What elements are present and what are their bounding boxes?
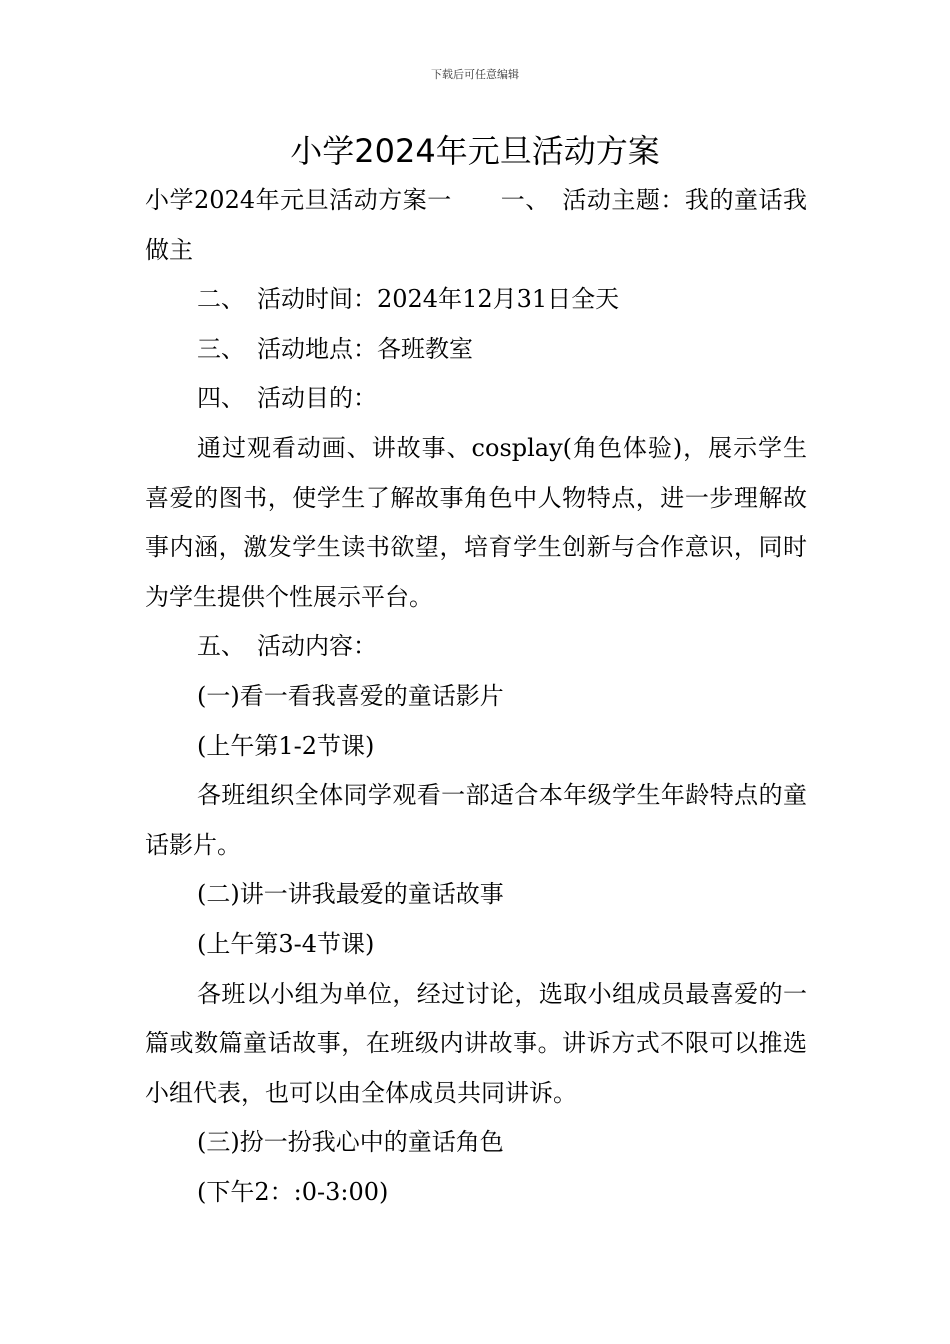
paragraph-purpose-heading: 四、 活动目的： (197, 384, 377, 413)
paragraph-location: 三、 活动地点：各班教室 (197, 334, 473, 363)
document-title: 小学2024年元旦活动方案 (290, 132, 660, 170)
paragraph-part-3-heading: (三)扮一扮我心中的童话角色 (197, 1128, 504, 1157)
paragraph-part-1-heading: (一)看一看我喜爱的童话影片 (197, 681, 504, 710)
paragraph-part-2-time: (上午第3-4节课) (197, 929, 375, 958)
document-body (145, 176, 807, 1217)
paragraph-purpose: 通过观看动画、讲故事、cosplay(角色体验)，展示学生喜爱的图书，使学生了解故事角色中人物特点，进一步理解故事内涵，激发学生读书欲望，培育学生创新与合作意识，同时为学生提供个性展示平台。 (145, 433, 807, 611)
page-header-note: 下载后可任意编辑 (431, 68, 519, 81)
paragraph-part-1-body: 各班组织全体同学观看一部适合本年级学生年龄特点的童话影片。 (145, 781, 807, 859)
paragraph-theme: 小学2024年元旦活动方案一 一、 活动主题：我的童话我做主 (145, 186, 807, 264)
paragraph-part-3-time: (下午2：:0-3:00) (197, 1177, 389, 1206)
paragraph-part-1-time: (上午第1-2节课) (197, 731, 375, 760)
paragraph-part-2-body: 各班以小组为单位，经过讨论，选取小组成员最喜爱的一篇或数篇童话故事，在班级内讲故事。讲诉方式不限可以推选小组代表，也可以由全体成员共同讲诉。 (145, 979, 807, 1107)
paragraph-content-heading: 五、 活动内容： (197, 632, 377, 661)
paragraph-time: 二、 活动时间：2024年12月31日全天 (197, 285, 620, 314)
paragraph-part-2-heading: (二)讲一讲我最爱的童话故事 (197, 880, 504, 909)
